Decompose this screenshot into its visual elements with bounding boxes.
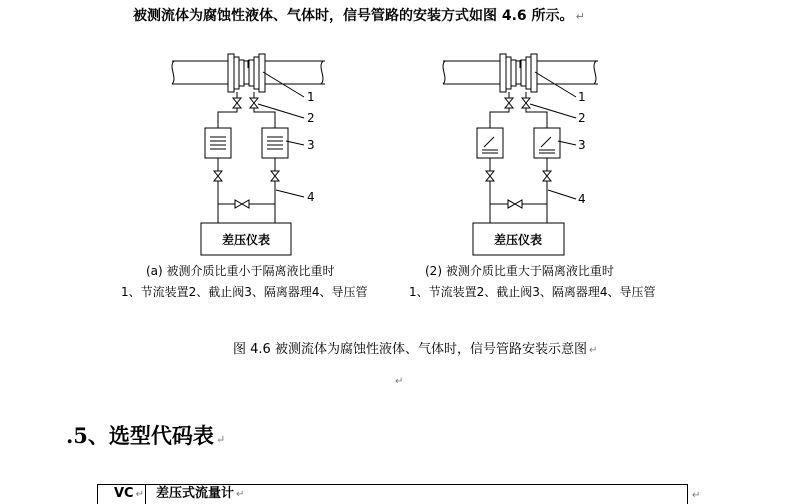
caption-b: (2) 被测介质比重大于隔离液比重时 (425, 264, 614, 278)
isolator-b-right (534, 128, 560, 158)
isolation-valve-b-right (543, 171, 551, 181)
isolation-valve-b-left (486, 171, 494, 181)
product-name: 差压式流量计 (156, 486, 235, 501)
diagram-a (121, 54, 368, 299)
instrument-label-b: 差压仪表 (493, 233, 543, 247)
callout-b-2: 2 (578, 111, 586, 125)
paragraph-mark: ↵ (135, 489, 144, 500)
callout-b-4: 4 (578, 192, 586, 206)
intro-text: 被测流体为腐蚀性液体、气体时，信号管路的安装方式如图 4.6 所示。 (133, 8, 574, 24)
model-code: VC (114, 486, 134, 501)
orifice-plate-a (228, 54, 265, 92)
paragraph-mark: ↵ (395, 376, 404, 387)
stop-valve-b-left (505, 98, 513, 108)
callout-a-4: 4 (307, 190, 315, 204)
callout-a-3: 3 (307, 138, 315, 152)
paragraph-mark: ↵ (588, 345, 598, 356)
legend-b: 1、节流装置2、截止阀3、隔离器理4、导压管 (409, 285, 656, 299)
isolator-b-left (477, 128, 503, 158)
code-cell (98, 485, 146, 504)
instrument-label-a: 差压仪表 (221, 233, 271, 247)
paragraph-mark: ↵ (575, 10, 585, 23)
orifice-plate-b (500, 54, 537, 92)
stop-valve-b-right (522, 98, 530, 108)
figure-caption (233, 338, 597, 357)
balance-valve-a (235, 200, 249, 208)
legend-a: 1、节流装置2、截止阀3、隔离器理4、导压管 (121, 285, 368, 299)
selection-code-table (97, 484, 688, 504)
paragraph-mark: ↵ (236, 489, 245, 500)
callout-a-2: 2 (307, 111, 315, 125)
section-heading (66, 420, 225, 450)
paragraph-mark: ↵ (692, 490, 701, 501)
stop-valve-a-left (233, 98, 241, 108)
figure-caption-text: 图 4.6 被测流体为腐蚀性液体、气体时，信号管路安装示意图 (233, 342, 587, 357)
isolator-a-left (205, 128, 231, 158)
isolation-valve-a-left (214, 171, 222, 181)
callout-b-1: 1 (578, 90, 586, 104)
isolator-a-right (262, 128, 288, 158)
paragraph-mark: ↵ (215, 433, 226, 446)
diagram-b (409, 54, 656, 299)
caption-a: (a) 被测介质比重小于隔离液比重时 (146, 264, 335, 278)
name-cell (146, 485, 244, 504)
callout-a-1: 1 (307, 90, 315, 104)
stop-valve-a-right (250, 98, 258, 108)
isolation-valve-a-right (271, 171, 279, 181)
callout-b-3: 3 (578, 138, 586, 152)
section-heading-text: .5、选型代码表 (66, 423, 214, 448)
balance-valve-b (508, 200, 522, 208)
